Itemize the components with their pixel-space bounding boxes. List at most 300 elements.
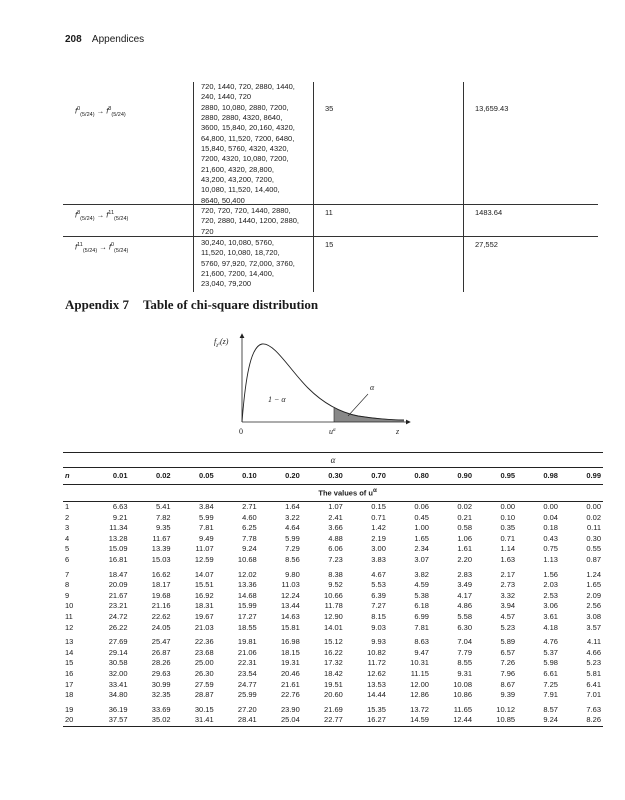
quantile-value: 26.30 bbox=[194, 668, 214, 678]
quantile-value: 8.26 bbox=[560, 715, 603, 726]
quantile-value: 15.09 bbox=[108, 544, 128, 554]
quantile-value: 18.17 bbox=[151, 580, 171, 590]
quantile-value: 25.00 bbox=[194, 658, 214, 668]
quantile-value: 0.02 bbox=[586, 512, 601, 522]
quantile-value: 5.37 bbox=[543, 647, 558, 657]
quantile-value: 6.06 bbox=[328, 544, 343, 554]
quantile-value: 16.62 bbox=[151, 569, 171, 579]
quantile-value: 12.90 bbox=[324, 611, 343, 621]
quantile-value: 8.63 bbox=[414, 637, 429, 647]
list-line: 21,600, 4320, 28,800, bbox=[201, 164, 274, 174]
quantile-value: 10.66 bbox=[324, 590, 343, 600]
quantile-value: 3.06 bbox=[543, 601, 558, 611]
quantile-value: 9.80 bbox=[285, 569, 300, 579]
quantile-value: 27.20 bbox=[237, 704, 257, 714]
subheader-text: The values of u bbox=[318, 488, 373, 498]
quantile-value: 1.65 bbox=[586, 580, 601, 590]
alpha-column-header: 0.02 bbox=[130, 468, 173, 485]
quantile-value: 22.36 bbox=[194, 637, 214, 647]
degrees-of-freedom: 13 bbox=[65, 637, 74, 647]
quantile-value: 14.44 bbox=[367, 690, 386, 700]
quantile-value: 9.52 bbox=[328, 580, 343, 590]
alpha-column-header: 0.20 bbox=[259, 468, 302, 485]
quantile-value: 23.21 bbox=[108, 601, 128, 611]
quantile-value: 0.10 bbox=[500, 512, 516, 522]
appendix-label: Appendix 7 bbox=[65, 297, 129, 312]
alpha-column-header: 0.95 bbox=[474, 468, 517, 485]
alpha-header-row bbox=[63, 453, 603, 468]
quantile-value: 7.29 bbox=[285, 544, 300, 554]
quantile-value: 0.55 bbox=[586, 544, 601, 554]
quantile-value: 28.87 bbox=[194, 690, 214, 700]
quantile-value: 11.34 bbox=[109, 523, 128, 533]
quantile-value: 21.67 bbox=[108, 590, 128, 600]
quantile-value: 32.35 bbox=[151, 690, 171, 700]
quantile-value: 0.35 bbox=[500, 523, 516, 533]
quantile-value: 0.00 bbox=[543, 502, 558, 511]
quantile-value: 5.99 bbox=[285, 533, 300, 543]
quantile-value: 0.18 bbox=[543, 523, 558, 533]
quantile-value: 27.59 bbox=[194, 679, 214, 689]
alpha-column-header: 0.70 bbox=[345, 468, 388, 485]
quantile-value: 13.72 bbox=[410, 704, 429, 714]
values-subheader bbox=[92, 485, 603, 502]
degrees-of-freedom: 2 bbox=[65, 512, 70, 522]
quantile-value: 7.26 bbox=[500, 658, 516, 668]
quantile-value: 3.32 bbox=[500, 590, 516, 600]
transition-formula: $f^0_{(5/24)} \to f^8_{(5/24)}$ bbox=[75, 106, 126, 118]
alpha-column-header: 0.05 bbox=[173, 468, 216, 485]
running-header bbox=[65, 34, 144, 45]
quantile-value: 15.99 bbox=[237, 601, 257, 611]
quantile-value: 21.06 bbox=[237, 647, 257, 657]
quantile-value: 36.19 bbox=[108, 704, 128, 714]
count-cell: 35 bbox=[325, 104, 334, 113]
quantile-value: 15.81 bbox=[280, 622, 300, 632]
alpha-column-header: 0.01 bbox=[92, 468, 129, 485]
density-curve bbox=[242, 344, 404, 422]
column-rule bbox=[193, 82, 194, 292]
quantile-value: 2.09 bbox=[586, 590, 601, 600]
list-line: 720, 1440, 720, 2880, 1440, bbox=[201, 82, 295, 91]
quantile-value: 4.60 bbox=[242, 512, 257, 522]
quantile-value: 0.04 bbox=[543, 512, 558, 522]
quantile-value: 17.27 bbox=[237, 611, 257, 621]
value-cell: 27,552 bbox=[475, 240, 498, 249]
degrees-of-freedom: 18 bbox=[65, 690, 74, 700]
alpha-column-header: 0.99 bbox=[560, 468, 603, 485]
quantile-value: 18.31 bbox=[194, 601, 214, 611]
quantile-value: 23.90 bbox=[280, 704, 300, 714]
quantile-value: 26.22 bbox=[108, 622, 128, 632]
quantile-value: 3.57 bbox=[586, 622, 601, 632]
table-row bbox=[63, 623, 603, 634]
quantile-value: 18.42 bbox=[324, 668, 343, 678]
quantile-value: 17.32 bbox=[324, 658, 343, 668]
quantile-value: 12.86 bbox=[410, 690, 429, 700]
quantile-value: 11.15 bbox=[410, 668, 429, 678]
quantile-value: 30.15 bbox=[194, 704, 214, 714]
alpha-column-header: 0.30 bbox=[302, 468, 345, 485]
quantile-value: 6.18 bbox=[414, 601, 429, 611]
quantile-value: 12.62 bbox=[367, 668, 386, 678]
quantile-value: 13.53 bbox=[367, 679, 386, 689]
quantile-value: 7.81 bbox=[414, 622, 429, 632]
quantile-value: 0.11 bbox=[586, 523, 601, 533]
quantile-value: 7.04 bbox=[457, 637, 473, 647]
quantile-value: 16.27 bbox=[345, 715, 388, 726]
quantile-value: 7.96 bbox=[500, 668, 516, 678]
quantile-value: 6.30 bbox=[457, 622, 473, 632]
quantile-value: 1.63 bbox=[500, 554, 516, 564]
quantile-value: 7.27 bbox=[371, 601, 386, 611]
formula-sup: 0 bbox=[77, 106, 81, 112]
quantile-value: 7.82 bbox=[155, 512, 171, 522]
degrees-of-freedom: 15 bbox=[65, 658, 74, 668]
quantile-value: 16.81 bbox=[108, 554, 128, 564]
row-rule bbox=[63, 236, 598, 237]
quantile-value: 9.93 bbox=[371, 637, 386, 647]
table-row bbox=[63, 544, 603, 555]
table-row bbox=[63, 633, 603, 648]
table-row bbox=[63, 523, 603, 534]
quantile-value: 14.63 bbox=[280, 611, 300, 621]
quantile-value: 1.14 bbox=[500, 544, 516, 554]
list-line: 30,240, 10,080, 5760, bbox=[201, 238, 274, 247]
quantile-value: 14.68 bbox=[237, 590, 257, 600]
alpha-values-row bbox=[63, 468, 603, 485]
quantile-value: 8.56 bbox=[285, 554, 300, 564]
formula-sub: (5/24) bbox=[80, 216, 95, 222]
quantile-value: 33.69 bbox=[151, 704, 171, 714]
quantile-value: 0.58 bbox=[457, 523, 473, 533]
quantile-value: 10.68 bbox=[237, 554, 257, 564]
degrees-of-freedom: 7 bbox=[65, 569, 70, 579]
quantile-value: 3.84 bbox=[199, 502, 214, 511]
quantile-value: 7.79 bbox=[457, 647, 473, 657]
quantile-value: 7.25 bbox=[543, 679, 558, 689]
list-line: 7200, 4320, 10,080, 7200, bbox=[201, 154, 289, 164]
list-line: 8640, 50,400 bbox=[201, 195, 245, 205]
quantile-value: 11.67 bbox=[152, 533, 171, 543]
degrees-of-freedom: 17 bbox=[65, 679, 74, 689]
quantile-value: 11.65 bbox=[453, 704, 473, 714]
quantile-value: 21.03 bbox=[194, 622, 214, 632]
quantile-value: 4.59 bbox=[414, 580, 429, 590]
quantile-value: 1.00 bbox=[414, 523, 429, 533]
quantile-value: 14.59 bbox=[388, 715, 431, 726]
quantile-value: 5.89 bbox=[500, 637, 516, 647]
quantile-value: 13.36 bbox=[237, 580, 257, 590]
x-axis-label: z bbox=[396, 427, 400, 436]
degrees-of-freedom: 11 bbox=[65, 611, 73, 621]
quantile-value: 0.02 bbox=[457, 502, 473, 511]
table-row bbox=[63, 555, 603, 566]
quantile-value: 3.08 bbox=[586, 611, 601, 621]
count-cell: 11 bbox=[325, 208, 333, 217]
quantile-value: 1.65 bbox=[414, 533, 429, 543]
quantile-value: 4.17 bbox=[457, 590, 473, 600]
quantile-value: 6.61 bbox=[543, 668, 558, 678]
table-row bbox=[63, 658, 603, 669]
list-line: 720, 720, 720, 1440, 2880, bbox=[201, 206, 291, 215]
quantile-value: 35.02 bbox=[130, 715, 173, 726]
list-line: 2880, 10,080, 2880, 7200, bbox=[201, 102, 289, 112]
degrees-of-freedom: 1 bbox=[65, 502, 70, 511]
degrees-of-freedom: 6 bbox=[65, 554, 70, 564]
quantile-value: 6.25 bbox=[242, 523, 257, 533]
quantile-value: 19.51 bbox=[324, 679, 343, 689]
degrees-of-freedom: 8 bbox=[65, 580, 70, 590]
durations-list bbox=[201, 82, 295, 206]
quantile-value: 10.85 bbox=[474, 715, 517, 726]
quantile-value: 5.81 bbox=[586, 668, 601, 678]
quantile-value: 0.15 bbox=[371, 502, 386, 511]
quantile-value: 5.58 bbox=[457, 611, 473, 621]
quantile-value: 4.57 bbox=[500, 611, 516, 621]
quantile-value: 5.23 bbox=[586, 658, 601, 668]
quantile-value: 1.13 bbox=[543, 554, 558, 564]
quantile-value: 27.69 bbox=[108, 637, 128, 647]
quantile-value: 12.00 bbox=[410, 679, 429, 689]
quantile-value: 34.80 bbox=[108, 690, 128, 700]
quantile-value: 0.87 bbox=[586, 554, 601, 564]
quantile-value: 20.60 bbox=[324, 690, 343, 700]
table-row bbox=[63, 580, 603, 591]
quantile-value: 22.31 bbox=[237, 658, 257, 668]
quantile-value: 7.91 bbox=[543, 690, 558, 700]
quantile-value: 9.21 bbox=[112, 512, 128, 522]
quantile-value: 29.63 bbox=[151, 668, 171, 678]
quantile-value: 9.03 bbox=[371, 622, 386, 632]
quantile-value: 10.08 bbox=[453, 679, 473, 689]
quantile-value: 6.63 bbox=[112, 502, 128, 511]
transition-formula: $f^{11}_{(5/24)} \to f^0_{(5/24)}$ bbox=[75, 242, 129, 254]
quantile-value: 20.46 bbox=[280, 668, 300, 678]
quantile-value: 11.07 bbox=[195, 544, 214, 554]
quantile-value: 2.71 bbox=[242, 502, 257, 511]
quantile-value: 31.41 bbox=[173, 715, 216, 726]
n-header: n bbox=[63, 468, 92, 485]
quantile-value: 12.59 bbox=[194, 554, 214, 564]
formula-sup: 11 bbox=[77, 242, 83, 248]
quantile-value: 2.53 bbox=[543, 590, 558, 600]
quantile-value: 2.17 bbox=[500, 569, 516, 579]
quantile-value: 2.73 bbox=[500, 580, 516, 590]
quantile-value: 1.06 bbox=[457, 533, 473, 543]
list-line: 21,600, 7200, 14,400, bbox=[201, 269, 274, 279]
quantile-value: 3.66 bbox=[328, 523, 343, 533]
density-plot bbox=[198, 330, 418, 442]
formula-sub: (5/24) bbox=[114, 248, 129, 254]
quantile-value: 7.23 bbox=[328, 554, 343, 564]
quantile-value: 0.21 bbox=[457, 512, 473, 522]
count-cell: 15 bbox=[325, 240, 334, 249]
quantile-value: 2.34 bbox=[414, 544, 429, 554]
quantile-value: 37.57 bbox=[92, 715, 129, 726]
section-name: Appendices bbox=[91, 34, 145, 45]
quantile-value: 20.09 bbox=[108, 580, 128, 590]
quantile-value: 0.00 bbox=[586, 502, 601, 511]
quantile-value: 12.24 bbox=[280, 590, 300, 600]
degrees-of-freedom: 4 bbox=[65, 533, 70, 543]
formula-sup: 8 bbox=[77, 210, 81, 216]
quantile-value: 16.98 bbox=[280, 637, 300, 647]
quantile-value: 18.55 bbox=[237, 622, 257, 632]
column-rule bbox=[463, 82, 464, 292]
quantile-value: 7.01 bbox=[586, 690, 601, 700]
list-line: 240, 1440, 720 bbox=[201, 92, 252, 102]
degrees-of-freedom: 3 bbox=[65, 523, 70, 533]
quantile-value: 28.26 bbox=[151, 658, 171, 668]
list-line: 5760, 97,920, 72,000, 3760, bbox=[201, 258, 295, 268]
quantile-value: 9.24 bbox=[242, 544, 257, 554]
list-line: 64,800, 11,520, 7200, 6480, bbox=[201, 133, 295, 143]
quantile-value: 1.24 bbox=[586, 569, 601, 579]
formula-sub: (5/24) bbox=[80, 112, 95, 118]
table-row bbox=[63, 513, 603, 524]
quantile-value: 25.04 bbox=[259, 715, 302, 726]
quantile-value: 5.53 bbox=[371, 580, 386, 590]
quantile-value: 23.68 bbox=[194, 647, 214, 657]
quantile-value: 0.45 bbox=[414, 512, 429, 522]
quantile-value: 4.86 bbox=[457, 601, 473, 611]
quantile-value: 24.05 bbox=[151, 622, 171, 632]
chi-square-density-figure bbox=[198, 330, 418, 447]
quantile-value: 3.61 bbox=[543, 611, 558, 621]
quantile-value: 23.54 bbox=[237, 668, 257, 678]
table-row bbox=[63, 715, 603, 726]
appendix-title: Table of chi-square distribution bbox=[142, 297, 319, 312]
quantile-value: 6.99 bbox=[414, 611, 429, 621]
quantile-value: 1.61 bbox=[457, 544, 473, 554]
list-line: 11,520, 10,080, 18,720, bbox=[201, 248, 280, 258]
quantile-value: 9.24 bbox=[517, 715, 560, 726]
quantile-value: 8.55 bbox=[457, 658, 473, 668]
quantile-value: 3.83 bbox=[371, 554, 386, 564]
quantile-value: 22.77 bbox=[302, 715, 345, 726]
quantile-value: 2.56 bbox=[586, 601, 601, 611]
quantile-value: 1.42 bbox=[371, 523, 386, 533]
quantile-value: 0.30 bbox=[586, 533, 601, 543]
quantile-value: 1.07 bbox=[328, 502, 343, 511]
list-line: 720, 2880, 1440, 1200, 2880, bbox=[201, 216, 300, 226]
row-rule bbox=[63, 204, 598, 205]
quantile-value: 4.64 bbox=[285, 523, 300, 533]
quantile-value: 6.39 bbox=[371, 590, 386, 600]
quantile-value: 26.87 bbox=[151, 647, 171, 657]
table-row bbox=[63, 701, 603, 716]
quantile-value: 4.66 bbox=[586, 647, 601, 657]
quantile-value: 19.67 bbox=[194, 611, 214, 621]
table-row bbox=[63, 502, 603, 513]
quantile-value: 13.28 bbox=[108, 533, 128, 543]
quantile-value: 28.41 bbox=[216, 715, 259, 726]
transition-formula: $f^8_{(5/24)} \to f^{11}_{(5/24)}$ bbox=[75, 210, 129, 222]
quantile-value: 0.71 bbox=[371, 512, 386, 522]
quantile-value: 7.63 bbox=[586, 704, 601, 714]
quantile-value: 3.22 bbox=[285, 512, 300, 522]
quantile-value: 9.39 bbox=[500, 690, 516, 700]
quantile-value: 29.14 bbox=[108, 647, 128, 657]
degrees-of-freedom: 16 bbox=[65, 668, 74, 678]
durations-list bbox=[201, 206, 299, 237]
quantile-value: 16.22 bbox=[324, 647, 343, 657]
quantile-value: 8.57 bbox=[543, 704, 558, 714]
quantile-value: 11.72 bbox=[367, 658, 386, 668]
degrees-of-freedom: 9 bbox=[65, 590, 70, 600]
quantile-value: 21.61 bbox=[280, 679, 300, 689]
quantile-value: 10.12 bbox=[496, 704, 516, 714]
chi-table-body bbox=[63, 502, 603, 727]
degrees-of-freedom: 10 bbox=[65, 601, 74, 611]
quantile-value: 30.58 bbox=[108, 658, 128, 668]
quantile-value: 5.99 bbox=[199, 512, 214, 522]
quantile-value: 12.44 bbox=[431, 715, 474, 726]
table-row bbox=[63, 648, 603, 659]
durations-list bbox=[201, 238, 295, 290]
quantile-value: 5.38 bbox=[414, 590, 429, 600]
chi-square-table bbox=[63, 452, 603, 727]
table-row bbox=[63, 669, 603, 680]
formula-sup: 8 bbox=[108, 106, 112, 112]
quantile-value: 2.19 bbox=[371, 533, 386, 543]
quantile-value: 0.00 bbox=[500, 502, 516, 511]
quantile-value: 7.81 bbox=[199, 523, 214, 533]
tail-label: α bbox=[370, 383, 375, 392]
subheader-sup: α bbox=[372, 487, 377, 495]
quantile-value: 0.06 bbox=[414, 502, 429, 511]
quantile-value: 6.41 bbox=[586, 679, 601, 689]
alpha-column-header: 0.98 bbox=[517, 468, 560, 485]
column-rule bbox=[313, 82, 314, 292]
quantile-value: 21.16 bbox=[151, 601, 171, 611]
quantile-value: 2.20 bbox=[457, 554, 473, 564]
quantile-value: 15.03 bbox=[151, 554, 171, 564]
quantile-value: 21.69 bbox=[324, 704, 343, 714]
quantile-value: 15.35 bbox=[367, 704, 386, 714]
list-line: 2880, 2880, 4320, 8640, bbox=[201, 113, 283, 123]
quantile-value: 0.43 bbox=[543, 533, 558, 543]
quantile-value: 3.82 bbox=[414, 569, 429, 579]
quantile-label: $u^\alpha$ bbox=[329, 427, 336, 436]
quantile-value: 22.62 bbox=[151, 611, 171, 621]
quantile-value: 4.67 bbox=[371, 569, 386, 579]
list-line: 15,840, 5760, 4320, 4320, bbox=[201, 144, 289, 154]
list-line: 3600, 15,840, 20,160, 4320, bbox=[201, 123, 295, 133]
table-row bbox=[63, 690, 603, 701]
quantile-value: 9.49 bbox=[199, 533, 214, 543]
alpha-label: α bbox=[63, 453, 603, 468]
table-row bbox=[63, 612, 603, 623]
quantile-value: 8.15 bbox=[371, 611, 386, 621]
quantile-value: 32.00 bbox=[108, 668, 128, 678]
quantile-value: 12.02 bbox=[237, 569, 257, 579]
quantile-value: 13.44 bbox=[280, 601, 300, 611]
alpha-column-header: 0.90 bbox=[431, 468, 474, 485]
quantile-value: 10.31 bbox=[410, 658, 429, 668]
list-line: 720 bbox=[201, 226, 214, 236]
quantile-value: 1.64 bbox=[285, 502, 300, 511]
origin-label: 0 bbox=[239, 427, 243, 436]
quantile-value: 22.76 bbox=[280, 690, 300, 700]
quantile-value: 14.01 bbox=[324, 622, 343, 632]
quantile-value: 4.76 bbox=[543, 637, 558, 647]
table-row bbox=[63, 591, 603, 602]
quantile-value: 9.35 bbox=[155, 523, 171, 533]
quantile-value: 15.51 bbox=[194, 580, 214, 590]
quantile-value: 11.78 bbox=[324, 601, 343, 611]
